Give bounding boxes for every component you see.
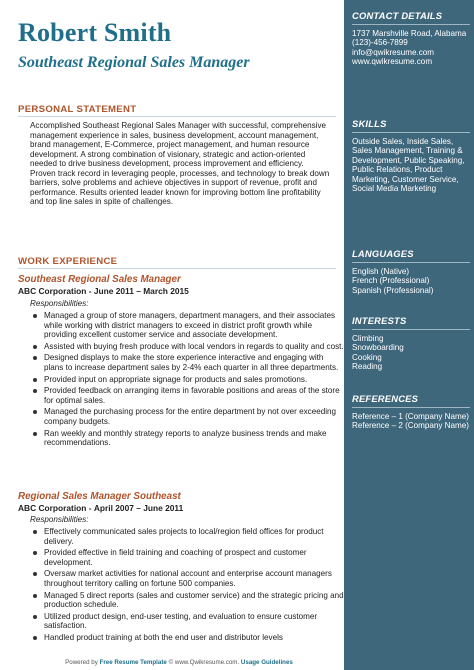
job-title: Regional Sales Manager Southeast [18, 491, 181, 502]
responsibilities-label: Responsibilities: [30, 299, 89, 308]
contact-email[interactable]: info@qwikresume.com [352, 47, 434, 57]
list-item: Utilized product design, end-user testing, and evaluation to ensure customer satisfaction. [44, 612, 344, 631]
sidebar-divider [352, 24, 470, 25]
list-item: Handled product training at both the end user and distributor levels [44, 633, 344, 643]
job-bullet-list [30, 311, 344, 450]
contact-phone: (123)-456-7899 [352, 38, 408, 48]
footer-copyright: © www.Qwikresume.com. [168, 659, 240, 666]
list-item: Provided feedback on arranging items in favorable positions and areas of the store for optimal sales. [44, 386, 344, 405]
personal-statement-heading: PERSONAL STATEMENT [18, 104, 137, 115]
job-company: ABC Corporation - [18, 286, 92, 296]
job-meta [18, 503, 183, 513]
contact-address: 1737 Marshville Road, Alabama [352, 29, 467, 38]
job-dates: June 2011 – March 2015 [93, 286, 189, 296]
sidebar-divider [352, 329, 470, 330]
candidate-name: Robert Smith [18, 18, 172, 47]
skills-section [352, 118, 470, 193]
list-item: Effectively communicated sales projects to local/region field offices for product delivery. [44, 527, 344, 546]
list-item: Managed a group of store managers, department managers, and their associates while working with district managers to exceed in district profit growth while providing excellent customer service and associate development. [44, 311, 344, 340]
languages-heading: LANGUAGES [352, 248, 414, 259]
references-heading: REFERENCES [352, 393, 419, 404]
job-title: Southeast Regional Sales Manager [18, 274, 181, 285]
interest-item: Snowboarding [352, 343, 404, 353]
language-item: Spanish (Professional) [352, 285, 434, 295]
work-experience-heading: WORK EXPERIENCE [18, 256, 118, 267]
list-item: Managed 5 direct reports (sales and customer service) and the strategic pricing and production schedule. [44, 590, 344, 610]
reference-item: Reference – 2 (Company Name) [352, 421, 469, 431]
contact-section [352, 10, 470, 67]
job-meta [18, 286, 189, 296]
footer-prefix: Powered by [65, 659, 98, 666]
sidebar-divider [352, 262, 470, 263]
interest-item: Reading [352, 362, 383, 372]
list-item: Designed displays to make the store experience interactive and engaging with plans to increase department sales by 2-4% each quarter in all three departments. [44, 353, 344, 372]
language-item: French (Professional) [352, 276, 430, 286]
section-divider [18, 268, 336, 269]
references-section [352, 393, 470, 431]
list-item: Oversaw market activities for national account and enterprise account managers throughout territory calling on fortune 500 companies. [44, 569, 344, 588]
job-dates: April 2007 – June 2011 [93, 503, 184, 513]
list-item: Assisted with buying fresh produce with local vendors in regards to quality and cost. [44, 341, 344, 351]
skills-heading: SKILLS [352, 118, 387, 129]
personal-statement-text: Accomplished Southeast Regional Sales Manager with successful, comprehensive management experience in sales, business development, account management, brand management, E-Commerce, project management, and human resource development. A strong combination of visionary, strategic and action-oriented needed to drive business development, process improvement and efficiency. Proven track record in leveraging people, processes, and technology to break down barriers, solve problems and achieve objectives in support of revenue, profit and performance. Results oriented leader known for improving bottom line profitability and top line sales in spite of challenges. [30, 121, 330, 206]
contact-website[interactable]: www.qwikresume.com [352, 57, 433, 67]
skills-text: Outside Sales, Inside Sales, Sales Management, Training & Development, Public Speaking, Public Relations, Product Marketing, Customer Service, Social Media Marketing [352, 137, 465, 194]
contact-heading: CONTACT DETAILS [352, 10, 443, 21]
list-item: Managed the purchasing process for the entire department by not over exceeding company budgets. [44, 407, 344, 426]
list-item: Ran weekly and monthly strategy reports to analyze business trends and make recommendations. [44, 429, 344, 448]
languages-section [352, 248, 470, 295]
interests-section [352, 315, 470, 372]
candidate-title: Southeast Regional Sales Manager [18, 54, 250, 71]
list-item: Provided effective in field training and coaching of prospect and customer development. [44, 548, 344, 567]
list-item: Provided input on appropriate signage for products and sales promotions. [44, 375, 344, 385]
usage-guidelines-link[interactable]: Usage Guidelines [240, 659, 293, 666]
reference-item: Reference – 1 (Company Name) [352, 412, 469, 421]
interest-item: Climbing [352, 334, 384, 343]
sidebar-divider [352, 132, 470, 133]
sidebar-divider [352, 407, 470, 408]
job-company: ABC Corporation - [18, 503, 92, 513]
interest-item: Cooking [352, 352, 382, 362]
job-bullet-list [30, 527, 344, 645]
responsibilities-label: Responsibilities: [30, 515, 89, 524]
language-item: English (Native) [352, 267, 410, 276]
free-resume-template-link[interactable]: Free Resume Template [99, 659, 167, 666]
page-footer [18, 659, 340, 666]
section-divider [18, 116, 336, 117]
interests-heading: INTERESTS [352, 315, 407, 326]
